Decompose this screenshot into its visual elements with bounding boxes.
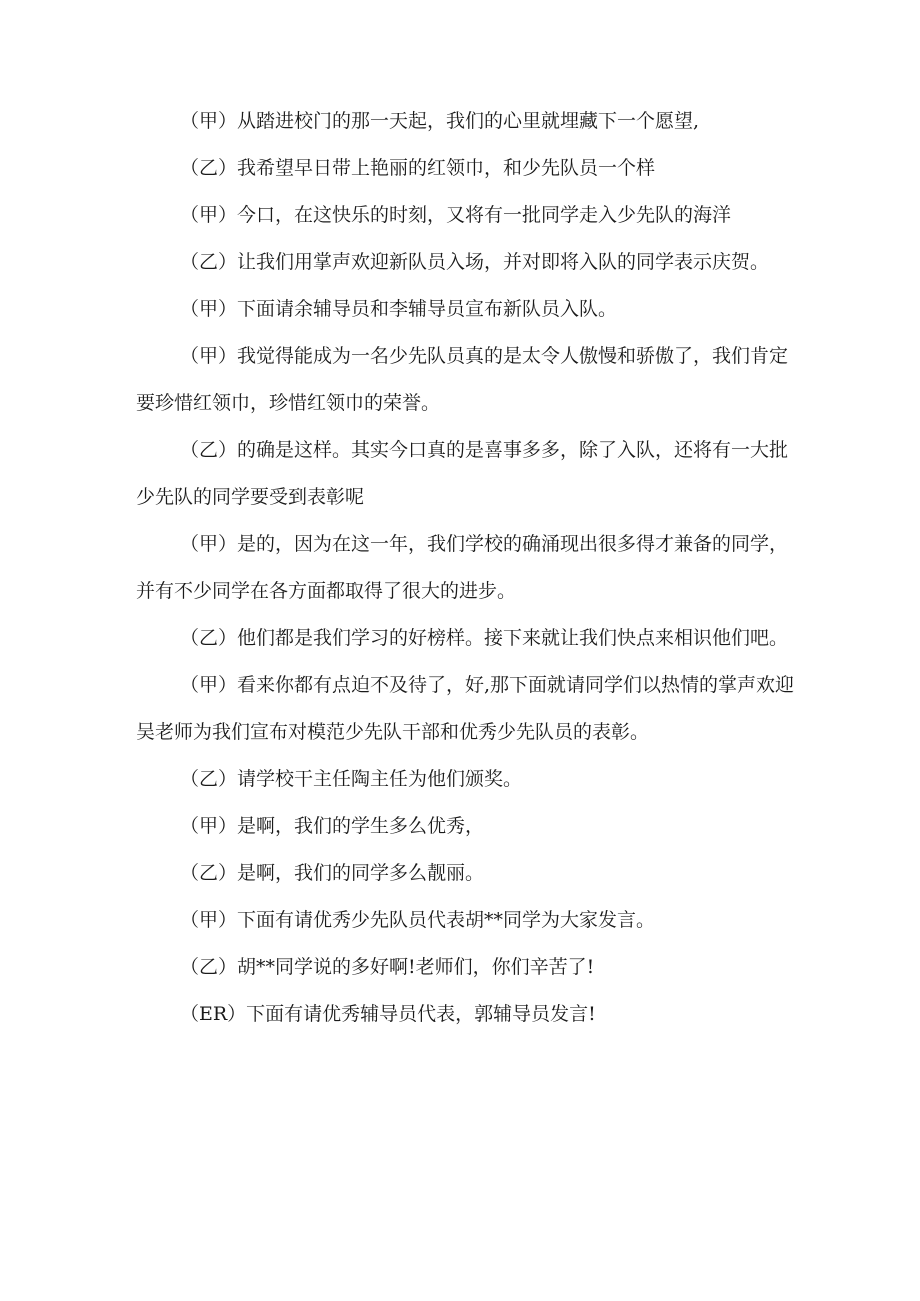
paragraph: （乙）的确是这样。其实今口真的是喜事多多，除了入队，还将有一大批少先队的同学要受到表彰呢 (136, 439, 789, 508)
paragraph: （甲）是的，因为在这一年，我们学校的确涌现出很多得才兼备的同学，并有不少同学在各方面都取得了很大的进步。 (136, 533, 789, 602)
paragraph: （ER）下面有请优秀辅导员代表，郭辅导员发言! (180, 1003, 596, 1025)
paragraph: （甲）今口，在这快乐的时刻，又将有一批同学走入少先队的海洋 (180, 204, 732, 226)
paragraph: （甲）看来你都有点迫不及待了，好,那下面就请同学们以热情的掌声欢迎吴老师为我们宣布对模范少先队干部和优秀少先队员的表彰。 (136, 674, 795, 743)
paragraph: （乙）是啊，我们的同学多么靓丽。 (180, 862, 485, 884)
paragraph: （甲）我觉得能成为一名少先队员真的是太令人傲慢和骄傲了，我们肯定要珍惜红领巾，珍惜红领巾的荣誉。 (136, 345, 789, 414)
paragraph: （甲）是啊，我们的学生多么优秀， (180, 815, 485, 837)
document-body (136, 98, 796, 1038)
paragraph: （乙）胡**同学说的多好啊!老师们，你们辛苦了! (180, 956, 595, 978)
paragraph: （甲）下面有请优秀少先队员代表胡**同学为大家发言。 (180, 909, 656, 931)
paragraph: （乙）他们都是我们学习的好榜样。接下来就让我们快点来相识他们吧。 (180, 627, 789, 649)
paragraph: （甲）下面请余辅导员和李辅导员宣布新队员入队。 (180, 298, 618, 320)
paragraph: （乙）请学校干主任陶主任为他们颁奖。 (180, 768, 523, 790)
paragraph: （乙）让我们用掌声欢迎新队员入场，并对即将入队的同学表示庆贺。 (180, 251, 770, 273)
paragraph: （乙）我希望早日带上艳丽的红领巾，和少先队员一个样 (180, 157, 656, 179)
paragraph: （甲）从踏进校门的那一天起，我们的心里就埋藏下一个愿望, (180, 110, 700, 132)
